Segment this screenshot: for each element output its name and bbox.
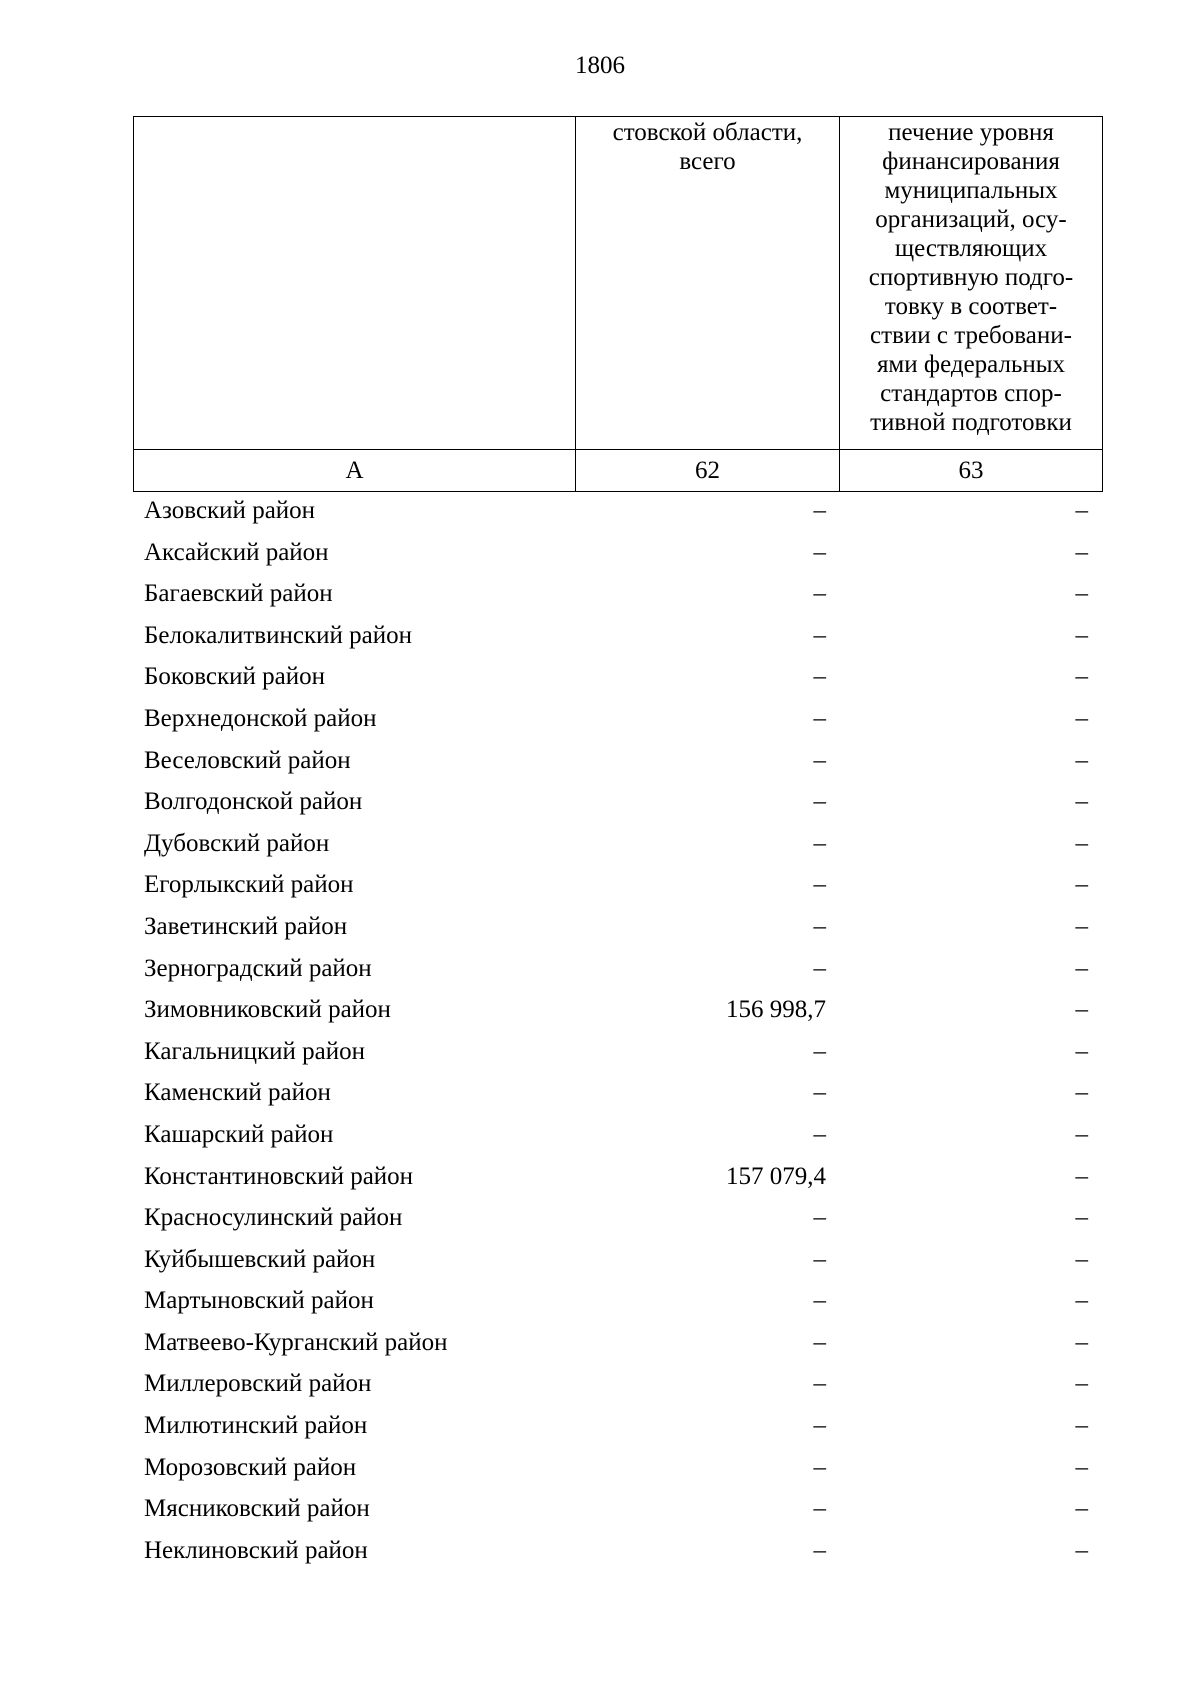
value-col-62: – [813, 1412, 826, 1440]
district-name: Зерноградский район [144, 954, 372, 982]
table-header [133, 116, 1103, 492]
header-cell-62 [576, 117, 840, 450]
table-row [0, 740, 1200, 782]
district-name: Куйбышевский район [144, 1245, 376, 1273]
value-col-63: – [1075, 788, 1088, 816]
value-col-62: – [813, 1037, 826, 1065]
value-col-62: – [813, 1079, 826, 1107]
value-col-63: – [1075, 912, 1088, 940]
district-name: Морозовский район [144, 1453, 357, 1481]
table-row [0, 1488, 1200, 1530]
table-row [0, 1322, 1200, 1364]
value-col-63: – [1075, 1037, 1088, 1065]
value-col-62: – [813, 1245, 826, 1273]
value-col-63: – [1075, 1412, 1088, 1440]
header-line: организаций, осу- [875, 206, 1067, 233]
column-numbering-row [134, 450, 1103, 492]
district-name: Багаевский район [144, 580, 333, 608]
value-col-62: – [813, 1287, 826, 1315]
value-col-63: – [1075, 1120, 1088, 1148]
table-row [0, 1156, 1200, 1198]
value-col-63: – [1075, 829, 1088, 857]
value-col-63: – [1075, 1079, 1088, 1107]
district-name: Красносулинский район [144, 1204, 403, 1232]
header-line: ществляющих [894, 235, 1048, 262]
value-col-62: – [813, 497, 826, 524]
value-col-62: – [813, 746, 826, 774]
table-row [0, 1197, 1200, 1239]
district-name: Боковский район [144, 663, 325, 691]
table-row [0, 1239, 1200, 1281]
table-row [0, 532, 1200, 574]
value-col-62: – [813, 912, 826, 940]
header-line: печение уровня [888, 119, 1054, 146]
value-col-63: – [1075, 1453, 1088, 1481]
value-col-63: – [1075, 1495, 1088, 1523]
value-col-62: – [813, 1495, 826, 1523]
header-line: спортивную подго- [868, 264, 1074, 291]
district-name: Каменский район [144, 1079, 331, 1107]
column-number-63: 63 [840, 450, 1103, 492]
district-name: Дубовский район [144, 829, 330, 857]
table-row [0, 781, 1200, 823]
value-col-62: – [813, 1328, 826, 1356]
header-line: финансирования [882, 148, 1060, 175]
table-row [0, 1280, 1200, 1322]
column-number-a: А [134, 450, 576, 492]
table-row [0, 1031, 1200, 1073]
value-col-62: – [813, 1120, 826, 1148]
value-col-62: – [813, 829, 826, 857]
value-col-62: – [813, 1370, 826, 1398]
header-line: муниципальных [884, 177, 1058, 204]
table-row [0, 989, 1200, 1031]
table-row [0, 864, 1200, 906]
header-cell-name [134, 117, 576, 450]
header-line: товку в соответ- [884, 293, 1058, 320]
district-name: Матвеево-Курганский район [144, 1328, 448, 1356]
table-row [0, 1405, 1200, 1447]
value-col-63: – [1075, 1370, 1088, 1398]
value-col-63: – [1075, 954, 1088, 982]
district-name: Константиновский район [144, 1162, 414, 1190]
district-name: Волгодонской район [144, 788, 363, 816]
table-row [0, 823, 1200, 865]
table-row [0, 1072, 1200, 1114]
table-row [0, 698, 1200, 740]
table-row [0, 490, 1200, 532]
header-cell-63 [840, 117, 1103, 450]
district-name: Азовский район [144, 497, 316, 524]
header-line: ями федеральных [876, 351, 1066, 378]
column-number-62: 62 [576, 450, 840, 492]
district-name: Кагальницкий район [144, 1037, 366, 1065]
page-number: 1806 [575, 52, 625, 79]
table-row [0, 1447, 1200, 1489]
district-name: Милютинский район [144, 1412, 368, 1440]
header-line: стандартов спор- [880, 380, 1062, 407]
district-name: Верхнедонской район [144, 704, 377, 732]
district-name: Мартыновский район [144, 1287, 374, 1315]
value-col-63: – [1075, 663, 1088, 691]
district-name: Зимовниковский район [144, 996, 391, 1024]
value-col-62: – [813, 1536, 826, 1564]
value-col-63: – [1075, 1328, 1088, 1356]
district-name: Егорлыкский район [144, 871, 354, 899]
table-row [0, 1363, 1200, 1405]
value-col-62: – [813, 663, 826, 691]
value-col-63: – [1075, 538, 1088, 566]
value-col-62: 157 079,4 [726, 1162, 826, 1190]
header-row [134, 117, 1103, 450]
district-name: Веселовский район [144, 746, 351, 774]
value-col-63: – [1075, 1245, 1088, 1273]
district-name: Аксайский район [144, 538, 329, 566]
district-name: Белокалитвинский район [144, 621, 412, 649]
value-col-62: – [813, 704, 826, 732]
table-row [0, 948, 1200, 990]
value-col-63: – [1075, 580, 1088, 608]
value-col-62: – [813, 621, 826, 649]
district-name: Заветинский район [144, 912, 348, 940]
value-col-62: – [813, 580, 826, 608]
district-name: Мясниковский район [144, 1495, 370, 1523]
value-col-63: – [1075, 704, 1088, 732]
value-col-62: – [813, 788, 826, 816]
table-row [0, 573, 1200, 615]
header-line: всего [679, 148, 736, 175]
header-line: ствии с требовани- [870, 322, 1072, 349]
value-col-62: – [813, 1453, 826, 1481]
value-col-63: – [1075, 1536, 1088, 1564]
district-name: Миллеровский район [144, 1370, 372, 1398]
value-col-62: – [813, 538, 826, 566]
header-line: стовской области, [612, 119, 803, 146]
value-col-62: – [813, 871, 826, 899]
value-col-63: – [1075, 621, 1088, 649]
table-row [0, 615, 1200, 657]
table-row [0, 656, 1200, 698]
district-name: Неклиновский район [144, 1536, 368, 1564]
table-row [0, 1114, 1200, 1156]
value-col-63: – [1075, 1287, 1088, 1315]
value-col-63: – [1075, 871, 1088, 899]
value-col-63: – [1075, 746, 1088, 774]
district-rows [0, 490, 1200, 1571]
value-col-63: – [1075, 497, 1088, 524]
table-row [0, 906, 1200, 948]
value-col-62: – [813, 1204, 826, 1232]
value-col-63: – [1075, 1162, 1088, 1190]
value-col-62: 156 998,7 [726, 996, 826, 1024]
value-col-63: – [1075, 1204, 1088, 1232]
district-name: Кашарский район [144, 1120, 334, 1148]
value-col-63: – [1075, 996, 1088, 1024]
table-row [0, 1530, 1200, 1572]
value-col-62: – [813, 954, 826, 982]
header-line: тивной подготовки [870, 409, 1072, 436]
